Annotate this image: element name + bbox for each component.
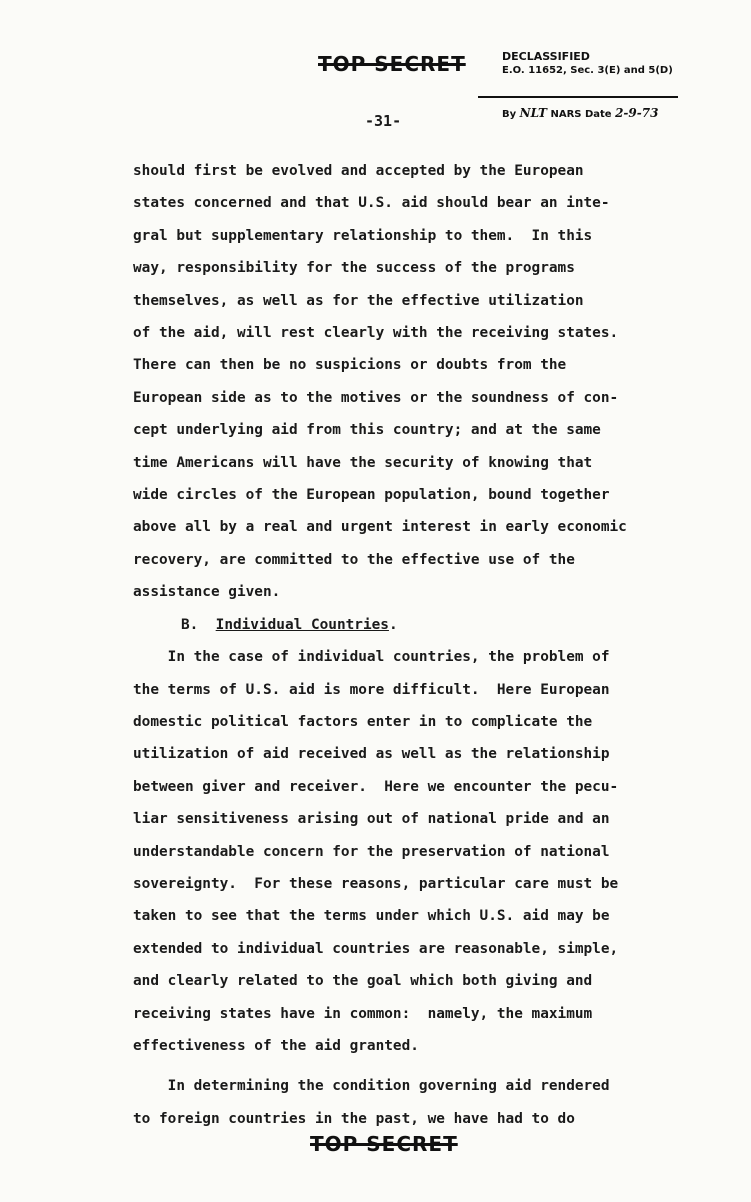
text-line: recovery, are committed to the effective use of the	[133, 551, 575, 568]
text-line: liar sensitiveness arising out of national pride and an	[133, 811, 610, 828]
text-line: and clearly related to the goal which both giving and	[133, 973, 593, 990]
paragraph-1	[133, 155, 693, 609]
section-period: .	[388, 616, 398, 633]
text-line: gral but supplementary relationship to them. In this	[133, 227, 593, 244]
text-line: In determining the condition governing aid rendered	[133, 1078, 610, 1095]
text-line: to foreign countries in the past, we have had to do	[133, 1110, 575, 1127]
declassification-stamp	[478, 50, 683, 122]
text-line: taken to see that the terms under which U.S. aid may be	[133, 908, 610, 925]
by-label: By	[502, 109, 517, 120]
declassified-signature-line	[502, 106, 658, 120]
text-line: European side as to the motives or the soundness of con-	[133, 389, 619, 406]
by-signature: NLT	[519, 106, 547, 120]
text-line: the terms of U.S. aid is more difficult. Here European	[133, 681, 610, 698]
text-line: There can then be no suspicions or doubts from the	[133, 357, 567, 374]
nars-date-label: NARS Date	[550, 109, 612, 120]
text-line: sovereignty. For these reasons, particular care must be	[133, 875, 619, 892]
text-line: wide circles of the European population, bound together	[133, 487, 610, 504]
paragraph-2	[133, 641, 693, 1062]
text-line: In the case of individual countries, the problem of	[133, 649, 610, 666]
text-line: way, responsibility for the success of the programs	[133, 260, 575, 277]
section-title: Individual Countries	[215, 616, 389, 633]
text-line: domestic political factors enter in to complicate the	[133, 713, 593, 730]
document-body	[133, 155, 693, 1135]
text-line: cept underlying aid from this country; and at the same	[133, 422, 601, 439]
top-secret-stamp: TOP SECRET	[318, 52, 466, 76]
declassified-title: DECLASSIFIED	[502, 50, 590, 63]
page-number: -31-	[365, 112, 402, 130]
declassified-authority: E.O. 11652, Sec. 3(E) and 5(D)	[502, 65, 673, 76]
text-line: utilization of aid received as well as the relationship	[133, 746, 610, 763]
text-line: states concerned and that U.S. aid should bear an inte-	[133, 195, 610, 212]
text-line: should first be evolved and accepted by the European	[133, 163, 584, 179]
nars-date-value: 2-9-73	[615, 106, 659, 120]
text-line: extended to individual countries are reasonable, simple,	[133, 940, 619, 957]
text-line: effectiveness of the aid granted.	[133, 1037, 419, 1054]
paragraph-3	[133, 1070, 693, 1135]
text-line: understandable concern for the preservation of national	[133, 843, 610, 860]
text-line: assistance given.	[133, 584, 281, 601]
text-line: receiving states have in common: namely, the maximum	[133, 1005, 593, 1022]
text-line: above all by a real and urgent interest in early economic	[133, 519, 627, 536]
top-secret-footer-stamp: TOP SECRET	[310, 1132, 458, 1156]
text-line: between giver and receiver. Here we encounter the pecu-	[133, 778, 619, 795]
section-heading	[181, 609, 693, 641]
text-line: themselves, as well as for the effective utilization	[133, 292, 584, 309]
section-letter: B.	[181, 616, 199, 633]
text-line: time Americans will have the security of knowing that	[133, 454, 593, 471]
declassified-rule	[478, 96, 678, 98]
text-line: of the aid, will rest clearly with the receiving states.	[133, 325, 619, 342]
